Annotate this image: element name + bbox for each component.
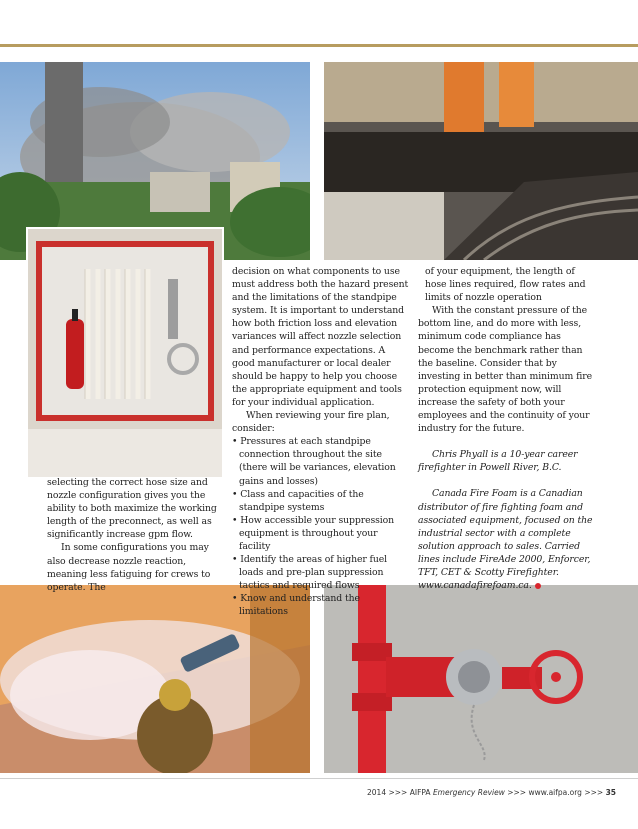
photo-hose-cabinet: [26, 227, 224, 479]
list-item: • Pressures at each standpipe connection throughout the site (there will be variances, elevation gains and losses): [232, 435, 410, 487]
header-rule: [0, 44, 638, 47]
col1-paragraph-2: In some configurations you may also decrease nozzle reaction, meaning less fatiguing for crews to operate. The: [47, 542, 211, 593]
column-1: [47, 476, 222, 594]
list-item: • How accessible your suppression equipment is throughout your facility: [232, 514, 410, 553]
col2-paragraph-1: decision on what components to use must address both the hazard present and the limitations of the standpipe system. It is important to understand how both friction loss and elevation variances will affect nozzle selection and performance expectations. A good manufacturer or local dealer should be happy to help you choose the appropriate equipment and tools for your individual application.: [232, 266, 409, 408]
footer-site: >>> www.aifpa.org >>>: [504, 788, 606, 797]
consider-list: [232, 435, 410, 618]
page-number: 35: [605, 788, 616, 797]
footer-year: 2014 >>> AIFPA: [367, 788, 433, 797]
column-2: [232, 265, 410, 619]
list-item: • Identify the areas of higher fuel loads and pre-plan suppression tactics and required flows: [232, 553, 410, 592]
footer-rule: [0, 778, 638, 779]
company-note: [418, 487, 598, 592]
author-bio: Chris Phyall is a 10-year career firefighter in Powell River, B.C.: [418, 449, 578, 474]
list-item: • Know and understand the limitations: [232, 592, 410, 618]
list-item: • Class and capacities of the standpipe systems: [232, 488, 410, 514]
company-note-text: Canada Fire Foam is a Canadian distributor of fire fighting foam and associated equipment, focused on the industrial sector with a complete solution approach to sales. Carried lines include FireAde 2000, Enforcer, TFT, CET & Scotty Firefighter. www.canadafirefoam.ca.: [418, 488, 593, 592]
end-mark-icon: [535, 583, 541, 589]
page-footer: [367, 788, 616, 797]
column-3: [418, 265, 598, 592]
photo-burned-structure: [324, 62, 638, 260]
col3-continued-bullet: of your equipment, the length of hose lines required, flow rates and limits of nozzle operation: [425, 266, 586, 304]
col1-paragraph-1: selecting the correct hose size and nozzle configuration gives you the ability to both maximize the working length of the preconnect, as well as significantly increase gpm flow.: [47, 477, 217, 541]
footer-magazine: Emergency Review: [432, 788, 505, 797]
col3-paragraph-1: With the constant pressure of the bottom line, and do more with less, minimum code compliance has become the benchmark rather than the baseline. Consider that by investing in better than minimum fire protection equipment now, will increase the safety of both your employees and the continuity of your industry for the future.: [418, 305, 593, 435]
col2-paragraph-2: When reviewing your fire plan, consider:: [232, 410, 390, 435]
